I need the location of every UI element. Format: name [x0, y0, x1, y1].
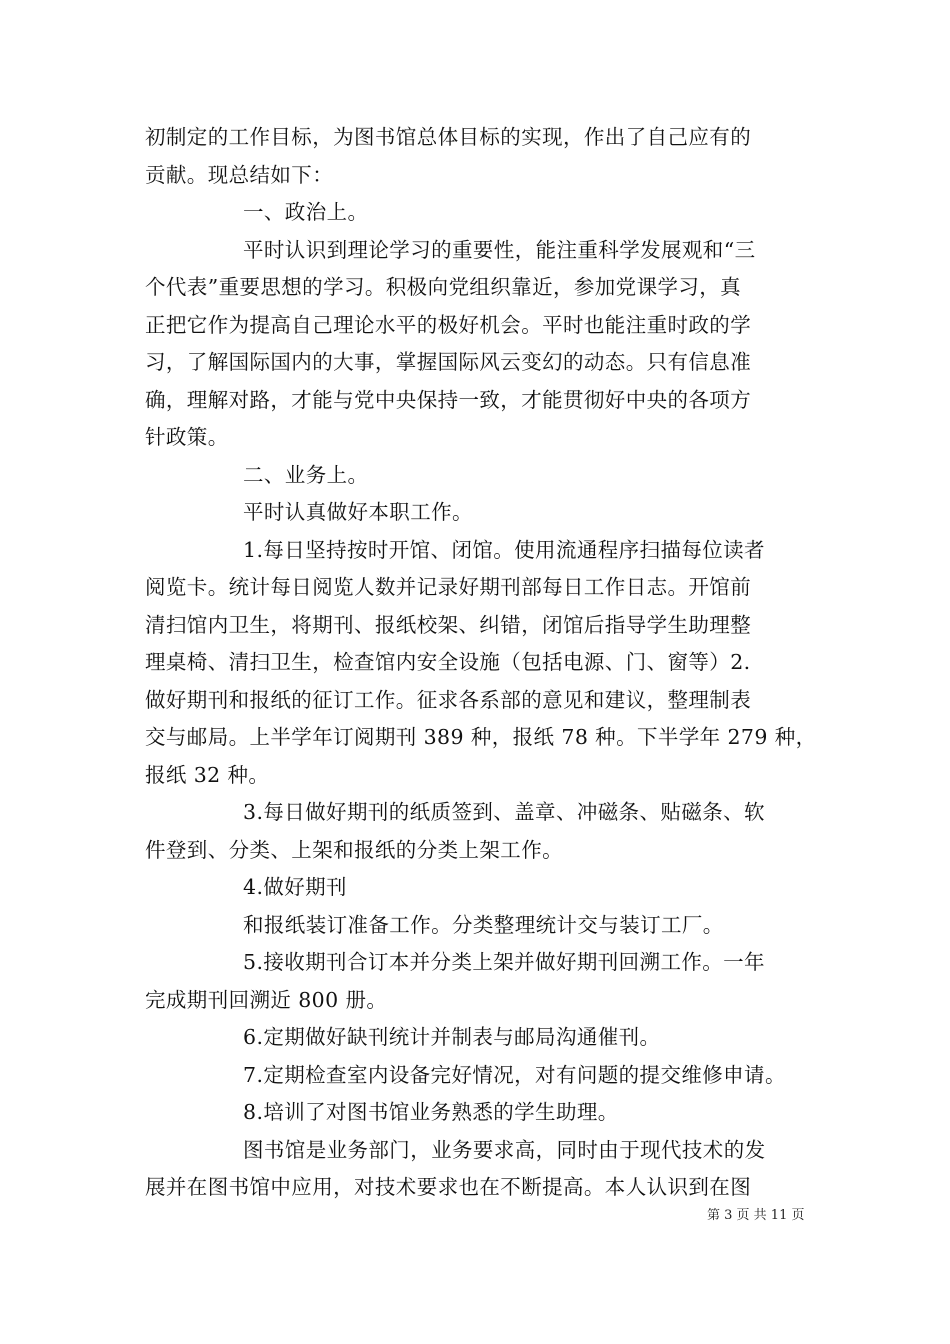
text-line: 平时认识到理论学习的重要性，能注重科学发展观和“三	[243, 237, 756, 262]
text-line: 正把它作为提高自己理论水平的极好机会。平时也能注重时政的学	[145, 312, 752, 337]
text-line: 1.每日坚持按时开馆、闭馆。使用流通程序扫描每位读者	[243, 537, 765, 562]
text-line: 5.接收期刊合订本并分类上架并做好期刊回溯工作。一年	[243, 950, 765, 974]
text-line: 清扫馆内卫生，将期刊、报纸校架、纠错，闭馆后指导学生助理整	[145, 612, 752, 637]
text-line: 平时认真做好本职工作。	[243, 500, 473, 524]
text-line: 图书馆是业务部门，业务要求高，同时由于现代技术的发	[243, 1137, 766, 1162]
text-line: 完成期刊回溯近 800 册。	[145, 987, 388, 1012]
text-line: 6.定期做好缺刊统计并制表与邮局沟通催刊。	[243, 1025, 661, 1049]
text-line: 阅览卡。统计每日阅览人数并记录好期刊部每日工作日志。开馆前	[145, 575, 752, 599]
text-line: 一、政治上。	[243, 200, 369, 224]
page-number-footer: 第 3 页 共 11 页	[707, 1208, 805, 1223]
text-line: 交与邮局。上半学年订阅期刊 389 种，报纸 78 种。下半学年 279 种，	[145, 725, 817, 749]
text-line: 3.每日做好期刊的纸质签到、盖章、冲磁条、贴磁条、软	[243, 800, 765, 824]
text-line: 4.做好期刊	[243, 875, 347, 899]
text-line: 个代表”重要思想的学习。积极向党组织靠近，参加党课学习，真	[145, 275, 742, 299]
text-line: 理桌椅、清扫卫生，检查馆内安全设施（包括电源、门、窗等）2.	[145, 650, 751, 674]
text-line: 报纸 32 种。	[145, 762, 270, 787]
text-line: 件登到、分类、上架和报纸的分类上架工作。	[145, 837, 563, 862]
text-line: 做好期刊和报纸的征订工作。征求各系部的意见和建议，整理制表	[145, 687, 752, 712]
text-line: 针政策。	[145, 425, 229, 449]
text-line: 8.培训了对图书馆业务熟悉的学生助理。	[243, 1100, 619, 1124]
text-line: 确，理解对路，才能与党中央保持一致，才能贯彻好中央的各项方	[145, 387, 752, 412]
text-line: 贡献。现总结如下：	[145, 162, 334, 187]
text-line: 7.定期检查室内设备完好情况，对有问题的提交维修申请。	[243, 1062, 786, 1087]
text-line: 二、业务上。	[243, 462, 369, 487]
text-line: 初制定的工作目标，为图书馆总体目标的实现，作出了自己应有的	[145, 125, 752, 149]
text-line: 习，了解国际国内的大事，掌握国际风云变幻的动态。只有信息准	[145, 350, 752, 374]
text-line: 展并在图书馆中应用，对技术要求也在不断提高。本人认识到在图	[145, 1175, 752, 1199]
document-body	[145, 119, 817, 1207]
text-line: 和报纸装订准备工作。分类整理统计交与装订工厂。	[243, 912, 724, 937]
